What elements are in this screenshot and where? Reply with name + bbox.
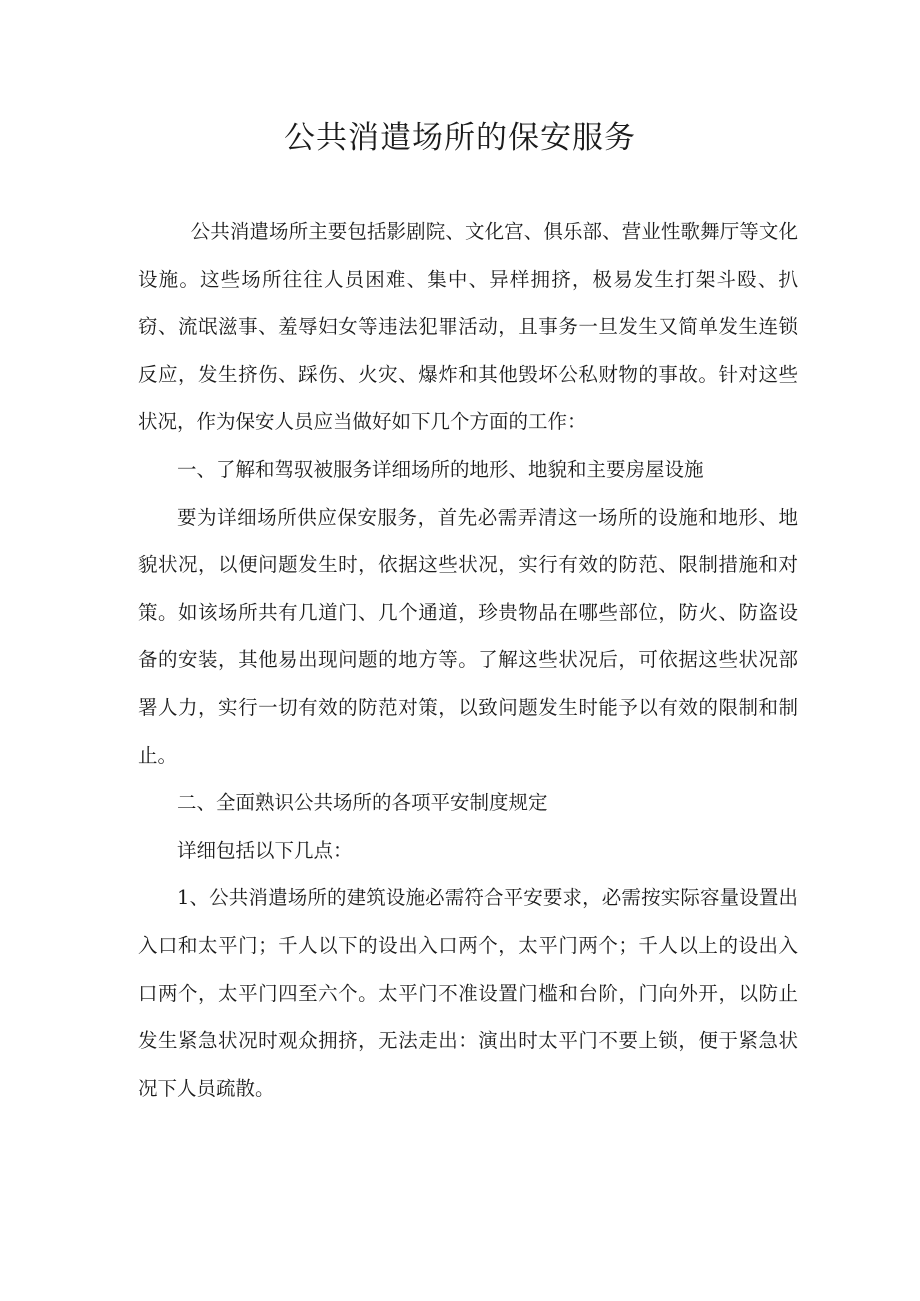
section-heading-2: 二、全面熟识公共场所的各项平安制度规定 bbox=[177, 791, 548, 815]
paragraph-list-intro: 详细包括以下几点： bbox=[177, 838, 353, 862]
paragraph-item-1: 1、公共消遣场所的建筑设施必需符合平安要求，必需按实际容量设置出入口和太平门；千人以下的设出入口两个，太平门两个；千人以上的设出入口两个，太平门四至六个。太平门不准设置门槛和台阶，门向外开，以防止发生紧急状况时观众拥挤，无法走出：演出时太平门不要上锁，便于紧急状况下人员疏散。 bbox=[138, 886, 798, 1100]
document-body bbox=[138, 208, 798, 1112]
paragraph-intro: 公共消遣场所主要包括影剧院、文化宫、俱乐部、营业性歌舞厅等文化设施。这些场所往往人员困难、集中、异样拥挤，极易发生打架斗殴、扒窃、流氓滋事、羞辱妇女等违法犯罪活动，且事务一旦发生又简单发生连锁反应，发生挤伤、踩伤、火灾、爆炸和其他毁坏公私财物的事故。针对这些状况，作为保安人员应当做好如下几个方面的工作： bbox=[138, 220, 798, 434]
document-title: 公共消遣场所的保安服务 bbox=[284, 120, 636, 156]
section-heading-1: 一、了解和驾驭被服务详细场所的地形、地貌和主要房屋设施 bbox=[177, 457, 704, 481]
paragraph-section-1: 要为详细场所供应保安服务，首先必需弄清这一场所的设施和地形、地貌状况，以便问题发生时，依据这些状况，实行有效的防范、限制措施和对策。如该场所共有几道门、几个通道，珍贵物品在哪些部位，防火、防盗设备的安装，其他易出现问题的地方等。了解这些状况后，可依据这些状况部署人力，实行一切有效的防范对策，以致问题发生时能予以有效的限制和制止。 bbox=[138, 505, 798, 767]
